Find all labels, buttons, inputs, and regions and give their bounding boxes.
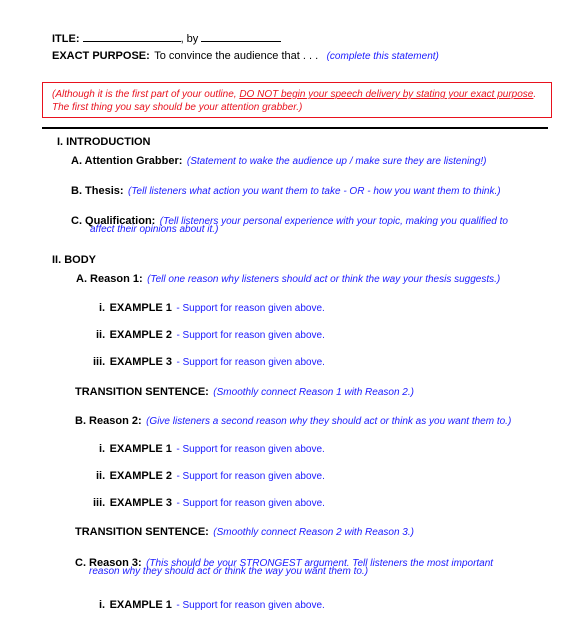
example-number: iii.	[93, 356, 106, 368]
divider-rule	[42, 127, 548, 129]
warning-part2: . The first thing you say should be your attention grabber.)	[52, 89, 537, 113]
example-support: - Support for reason given above.	[176, 600, 325, 611]
intro-c-hint-2: affect their opinions about it.)	[90, 224, 219, 235]
intro-b-label: B. Thesis:	[71, 185, 124, 197]
author-blank[interactable]	[201, 31, 281, 42]
example-row	[96, 325, 325, 343]
example-support: - Support for reason given above.	[176, 471, 325, 482]
body-c-hint-2: reason why they should act or think the way you want them to.)	[89, 566, 369, 577]
title-line	[52, 31, 281, 45]
purpose-line	[52, 46, 439, 64]
intro-c-label: C. Qualification:	[71, 215, 156, 227]
example-label: EXAMPLE 2	[109, 470, 172, 482]
warning-text	[52, 88, 544, 114]
example-label: EXAMPLE 1	[109, 443, 172, 455]
example-support: - Support for reason given above.	[176, 444, 325, 455]
example-number: i.	[99, 302, 106, 314]
title-blank[interactable]	[83, 31, 181, 42]
intro-heading: I. INTRODUCTION	[57, 136, 151, 148]
example-row	[93, 352, 325, 370]
body-b-hint: (Give listeners a second reason why they should act or think as you want them to.)	[146, 416, 512, 427]
intro-item-a	[71, 151, 487, 169]
body-c-hint-1: (This should be your STRONGEST argument. Tell listeners the most important	[146, 558, 494, 569]
warning-part1: (Although it is the first part of your outline,	[52, 89, 237, 100]
body-a-hint: (Tell one reason why listeners should act or think the way your thesis suggests.)	[147, 274, 501, 285]
example-label: EXAMPLE 1	[109, 302, 172, 314]
purpose-label: EXACT PURPOSE:	[52, 50, 150, 62]
example-label: EXAMPLE 1	[109, 599, 172, 611]
transition-hint-1: (Smoothly connect Reason 1 with Reason 2.)	[213, 387, 414, 398]
transition-label: TRANSITION SENTENCE:	[75, 386, 209, 398]
example-row	[99, 298, 325, 316]
example-number: ii.	[96, 329, 106, 341]
example-row	[99, 439, 325, 457]
body-item-b	[75, 411, 511, 429]
example-number: i.	[99, 599, 106, 611]
intro-c-hint-1: (Tell listeners your personal experience with your topic, making you qualified to	[159, 216, 508, 227]
warning-emphasis: DO NOT begin your speech delivery by stating your exact purpose	[239, 89, 534, 100]
example-support: - Support for reason given above.	[176, 498, 325, 509]
body-item-a	[76, 269, 500, 287]
example-number: ii.	[96, 470, 106, 482]
by-label: , by	[180, 33, 199, 45]
transition-2	[75, 522, 414, 540]
body-b-label: B. Reason 2:	[75, 415, 142, 427]
example-label: EXAMPLE 3	[109, 497, 173, 509]
example-number: iii.	[93, 497, 106, 509]
transition-1	[75, 382, 414, 400]
title-label: ITLE:	[52, 33, 80, 45]
intro-a-hint: (Statement to wake the audience up / make sure they are listening!)	[186, 156, 487, 167]
example-row	[96, 466, 325, 484]
intro-item-b	[71, 181, 501, 199]
example-support: - Support for reason given above.	[176, 330, 325, 341]
example-label: EXAMPLE 2	[109, 329, 172, 341]
transition-label: TRANSITION SENTENCE:	[75, 526, 209, 538]
example-support: - Support for reason given above.	[176, 357, 325, 368]
body-c-label: C. Reason 3:	[75, 557, 142, 569]
example-label: EXAMPLE 3	[109, 356, 173, 368]
example-row	[93, 493, 325, 511]
purpose-text: To convince the audience that . . .	[154, 50, 319, 62]
body-heading: II. BODY	[52, 254, 97, 266]
body-a-label: A. Reason 1:	[76, 273, 143, 285]
intro-b-hint: (Tell listeners what action you want them to take - OR - how you want them to think.)	[128, 186, 501, 197]
example-support: - Support for reason given above.	[176, 303, 325, 314]
transition-hint-2: (Smoothly connect Reason 2 with Reason 3.)	[213, 527, 414, 538]
purpose-hint: (complete this statement)	[326, 51, 439, 62]
example-row	[99, 595, 325, 613]
example-number: i.	[99, 443, 106, 455]
intro-a-label: A. Attention Grabber:	[71, 155, 183, 167]
